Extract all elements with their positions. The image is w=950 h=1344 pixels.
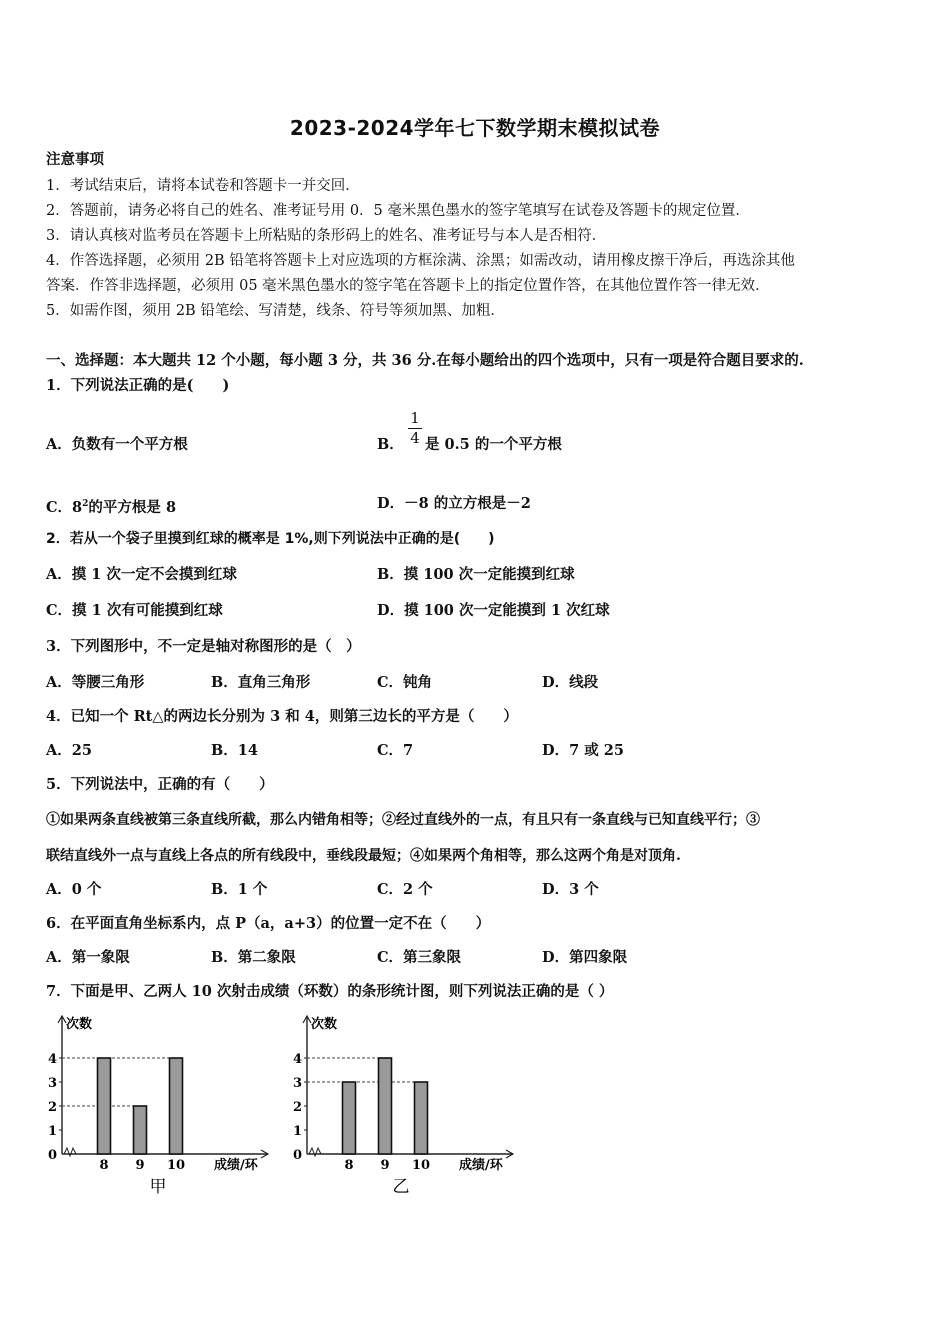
q4-option-a: A．25 xyxy=(46,742,92,759)
q1-option-b-text: 是 0.5 的一个平方根 xyxy=(425,436,562,453)
bar-chart-jia xyxy=(40,1010,280,1200)
x-tick-label: 8 xyxy=(344,1158,354,1173)
notice-item: 4．作答选择题，必须用 2B 铅笔将答题卡上对应选项的方框涂满、涂黑；如需改动，请用橡皮擦干净后，再选涂其他 xyxy=(46,253,795,269)
question-3-stem: 3．下列图形中，不一定是轴对称图形的是（ ） xyxy=(46,638,361,655)
y-tick-label: 0 xyxy=(293,1148,303,1163)
q2-option-b: B．摸 100 次一定能摸到红球 xyxy=(377,566,575,583)
q6-option-b: B．第二象限 xyxy=(211,949,296,966)
bar xyxy=(415,1082,428,1154)
question-6-stem: 6．在平面直角坐标系内，点 P（a，a+3）的位置一定不在（ ） xyxy=(46,915,491,932)
y-tick-label: 2 xyxy=(293,1100,303,1115)
y-tick-label: 1 xyxy=(293,1124,303,1139)
y-axis-label: 次数 xyxy=(66,1017,93,1032)
notice-heading: 注意事项 xyxy=(46,151,104,168)
q2-option-d: D．摸 100 次一定能摸到 1 次红球 xyxy=(377,602,610,619)
x-tick-label: 9 xyxy=(135,1158,145,1173)
notice-item: 答案．作答非选择题，必须用 05 毫米黑色墨水的签字笔在答题卡上的指定位置作答，在其他位置作答一律无效． xyxy=(46,278,770,294)
q6-option-d: D．第四象限 xyxy=(542,949,628,966)
x-tick-label: 9 xyxy=(380,1158,390,1173)
x-axis-label: 成绩/环 xyxy=(459,1158,503,1173)
page-title: 2023-2024学年七下数学期末模拟试卷 xyxy=(289,116,661,140)
section-heading: 一、选择题：本大题共 12 个小题，每小题 3 分，共 36 分.在每小题给出的四个选项中，只有一项是符合题目要求的. xyxy=(46,352,804,369)
bar-chart-yi xyxy=(285,1010,525,1200)
q4-option-c: C．7 xyxy=(377,742,414,759)
q5-statements-line: ①如果两条直线被第三条直线所截，那么内错角相等；②经过直线外的一点，有且只有一条直线与已知直线平行；③ xyxy=(46,812,760,828)
x-tick-label: 8 xyxy=(99,1158,109,1173)
y-tick-label: 3 xyxy=(293,1076,303,1091)
y-tick-label: 2 xyxy=(48,1100,58,1115)
notice-item: 2．答题前，请务必将自己的姓名、准考证号用 0．5 毫米黑色墨水的签字笔填写在试卷及答题卡的规定位置． xyxy=(46,203,750,219)
q6-option-a: A．第一象限 xyxy=(46,949,130,966)
bar xyxy=(98,1058,111,1154)
q3-option-d: D．线段 xyxy=(542,674,599,691)
notice-item: 1．考试结束后，请将本试卷和答题卡一并交回． xyxy=(46,178,360,194)
y-tick-label: 0 xyxy=(48,1148,58,1163)
exponent: 2 xyxy=(82,499,89,509)
q5-option-b: B．1 个 xyxy=(211,881,268,898)
question-4-stem: 4．已知一个 Rt△的两边长分别为 3 和 4，则第三边长的平方是（ ） xyxy=(46,708,518,725)
bar xyxy=(134,1106,147,1154)
x-axis-label: 成绩/环 xyxy=(214,1158,258,1173)
axis-break-mark xyxy=(309,1148,321,1156)
q3-option-c: C．钝角 xyxy=(377,674,433,691)
y-tick-label: 3 xyxy=(48,1076,58,1091)
q4-option-d: D．7 或 25 xyxy=(542,742,624,759)
question-1-stem: 1．下列说法正确的是( ) xyxy=(46,377,230,394)
chart-title: 乙 xyxy=(392,1177,410,1197)
fraction-numerator: 1 xyxy=(410,409,420,427)
q1-option-d: D．－8 的立方根是－2 xyxy=(377,495,531,512)
fraction-one-quarter xyxy=(408,410,422,447)
q3-option-a: A．等腰三角形 xyxy=(46,674,145,691)
q5-statements-line: 联结直线外一点与直线上各点的所有线段中，垂线段最短；④如果两个角相等，那么这两个角是对顶角. xyxy=(46,848,681,864)
y-tick-label: 4 xyxy=(293,1052,303,1067)
chart-title: 甲 xyxy=(149,1177,167,1197)
y-tick-label: 1 xyxy=(48,1124,58,1139)
y-tick-label: 4 xyxy=(48,1052,58,1067)
q2-option-a: A．摸 1 次一定不会摸到红球 xyxy=(46,566,237,583)
fraction-denominator: 4 xyxy=(410,429,420,447)
q1-option-c-prefix: C．8 xyxy=(46,498,83,516)
y-axis-label: 次数 xyxy=(311,1017,338,1032)
question-7-stem: 7．下面是甲、乙两人 10 次射击成绩（环数）的条形统计图，则下列说法正确的是（ ） xyxy=(46,983,614,1000)
q1-option-b-prefix: B． xyxy=(377,436,404,453)
q1-option-c-text: 的平方根是 8 xyxy=(88,498,177,516)
question-5-stem: 5．下列说法中，正确的有（ ） xyxy=(46,776,274,793)
bar xyxy=(170,1058,183,1154)
q3-option-b: B．直角三角形 xyxy=(211,674,311,691)
q1-option-a: A．负数有一个平方根 xyxy=(46,436,188,453)
x-tick-label: 10 xyxy=(166,1158,186,1173)
q5-option-a: A．0 个 xyxy=(46,881,102,898)
q5-option-c: C．2 个 xyxy=(377,881,433,898)
bar xyxy=(379,1058,392,1154)
q2-option-c: C．摸 1 次有可能摸到红球 xyxy=(46,602,223,619)
axis-break-mark xyxy=(64,1148,76,1156)
q5-option-d: D．3 个 xyxy=(542,881,599,898)
bar xyxy=(343,1082,356,1154)
q6-option-c: C．第三象限 xyxy=(377,949,462,966)
x-tick-label: 10 xyxy=(411,1158,431,1173)
question-2-stem: 2．若从一个袋子里摸到红球的概率是 1%,则下列说法中正确的是( ) xyxy=(46,531,495,547)
notice-item: 5．如需作图，须用 2B 铅笔绘、写清楚，线条、符号等须加黑、加粗． xyxy=(46,303,505,319)
notice-item: 3．请认真核对监考员在答题卡上所粘贴的条形码上的姓名、准考证号与本人是否相符． xyxy=(46,228,607,244)
q1-option-c xyxy=(46,494,176,518)
q4-option-b: B．14 xyxy=(211,742,258,759)
